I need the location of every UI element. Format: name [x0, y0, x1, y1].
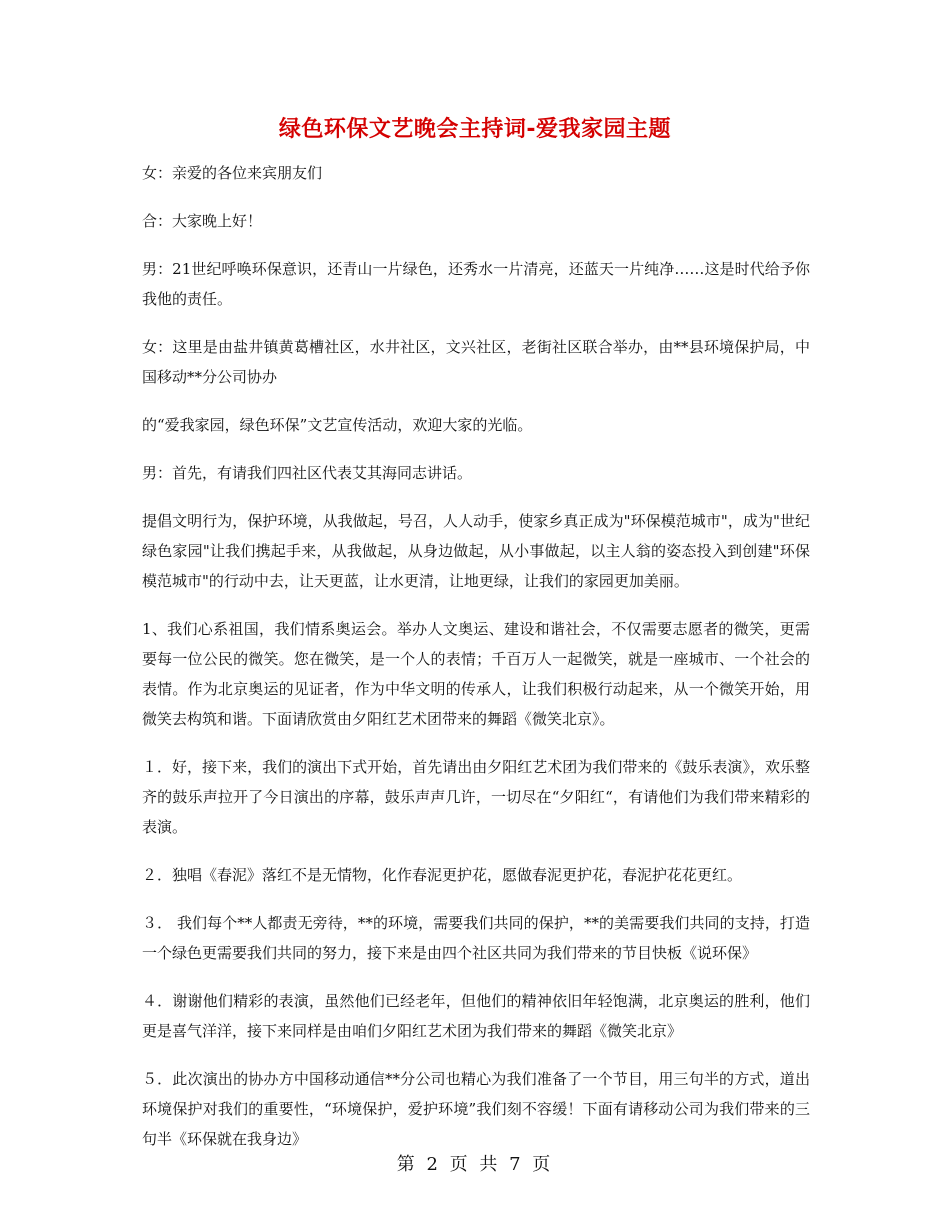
page-number-footer: 第 2 页 共 7 页: [396, 1154, 554, 1175]
document-body: [142, 158, 810, 1172]
document-title: 绿色环保文艺晚会主持词-爱我家园主题: [278, 117, 672, 142]
paragraph: 女：亲爱的各位来宾朋友们: [142, 164, 323, 182]
paragraph: ３． 我们每个**人都责无旁待，**的环境，需要我们共同的保护，**的美需要我们共同的支持，打造一个绿色更需要我们共同的努力，接下来是由四个社区共同为我们带来的节目快板《说环保》: [142, 914, 810, 962]
paragraph: 提倡文明行为，保护环境，从我做起，号召，人人动手，使家乡真正成为"环保模范城市"，成为"世纪绿色家园"让我们携起手来，从我做起，从身边做起，从小事做起，以主人翁的姿态投入到创建"环保模范城市"的行动中去，让天更蓝，让水更清，让地更绿，让我们的家园更加美丽。: [142, 512, 810, 590]
paragraph: 合：大家晚上好！: [142, 212, 263, 230]
paragraph: ４．谢谢他们精彩的表演，虽然他们已经老年，但他们的精神依旧年轻饱满，北京奥运的胜利，他们更是喜气洋洋，接下来同样是由咱们夕阳红艺术团为我们带来的舞蹈《微笑北京》: [142, 992, 810, 1040]
paragraph: 男：21世纪呼唤环保意识，还青山一片绿色，还秀水一片清亮，还蓝天一片纯净……这是时代给予你我他的责任。: [142, 260, 810, 308]
paragraph: 的“爱我家园，绿色环保”文艺宣传活动，欢迎大家的光临。: [142, 416, 533, 434]
paragraph: １．好，接下来，我们的演出下式开始，首先请出由夕阳红艺术团为我们带来的《鼓乐表演》，欢乐整齐的鼓乐声拉开了今日演出的序幕，鼓乐声声几许，一切尽在“夕阳红“，有请他们为我们带来精彩的表演。: [142, 758, 810, 836]
paragraph: 男：首先，有请我们四社区代表艾其海同志讲话。: [142, 464, 473, 482]
paragraph: ２．独唱《春泥》落红不是无情物，化作春泥更护花，愿做春泥更护花，春泥护花花更红。: [142, 866, 743, 884]
paragraph: ５．此次演出的协办方中国移动通信**分公司也精心为我们准备了一个节目，用三句半的方式，道出环境保护对我们的重要性，“环境保护，爱护环境”我们刻不容缓！下面有请移动公司为我们带来的三句半《环保就在我身边》: [142, 1070, 810, 1148]
paragraph: 1、我们心系祖国，我们情系奥运会。举办人文奥运、建设和谐社会，不仅需要志愿者的微笑，更需要每一位公民的微笑。您在微笑，是一个人的表情；千百万人一起微笑，就是一座城市、一个社会的表情。作为北京奥运的见证者，作为中华文明的传承人，让我们积极行动起来，从一个微笑开始，用微笑去构筑和谐。下面请欣赏由夕阳红艺术团带来的舞蹈《微笑北京》。: [142, 620, 810, 728]
paragraph: 女：这里是由盐井镇黄葛槽社区，水井社区，文兴社区，老街社区联合举办，由**县环境保护局，中国移动**分公司协办: [142, 338, 810, 386]
